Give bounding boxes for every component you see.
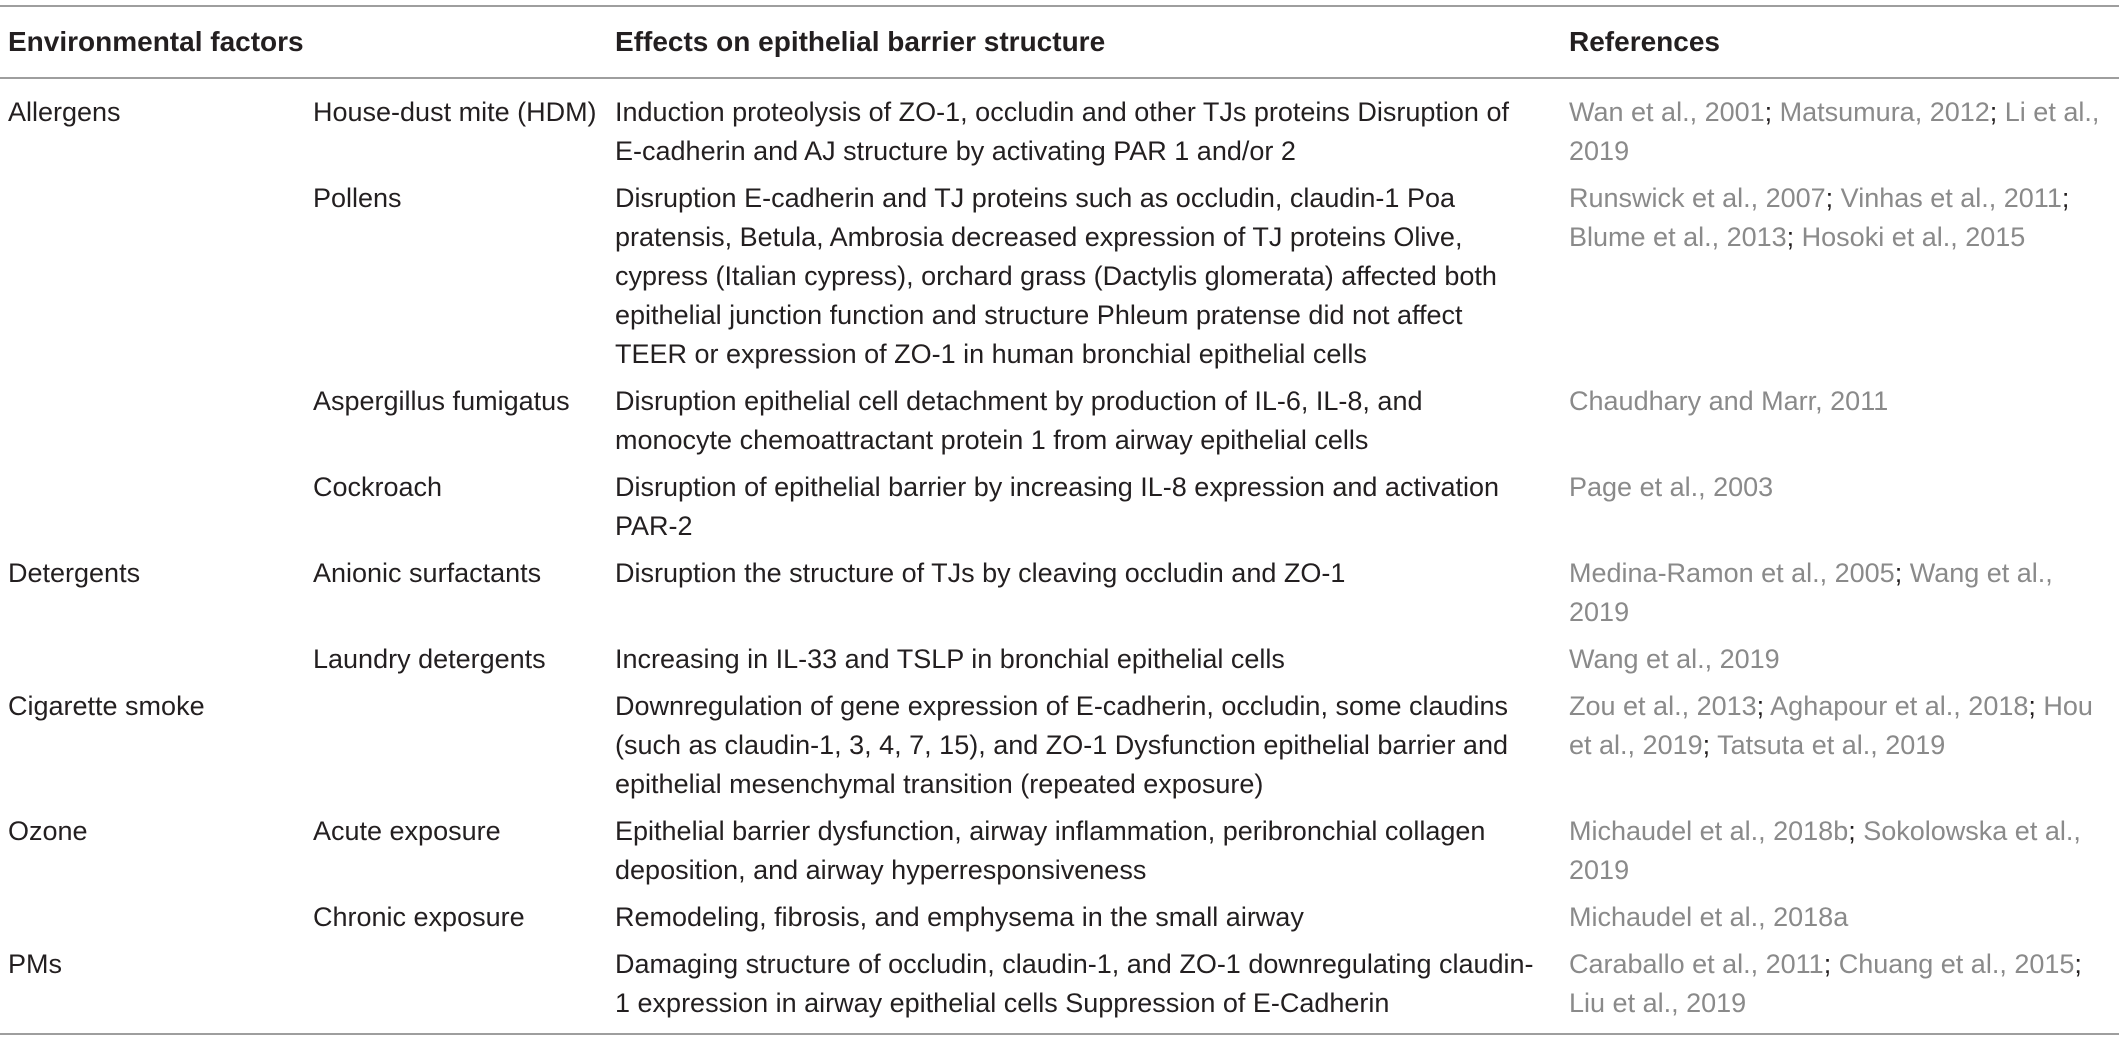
sub-factor-cell: Aspergillus fumigatus [313,386,570,416]
references-cell [1569,937,2119,1034]
reference-separator: ; [1764,97,1780,127]
reference-link[interactable]: Page et al., 2003 [1569,472,1774,502]
reference-link[interactable]: Chuang et al., 2015 [1838,949,2075,979]
reference-separator: ; [2074,949,2082,979]
references-cell [1569,632,2119,679]
effect-cell: Induction proteolysis of ZO-1, occludin and other TJs proteins Disruption of E-cadherin and AJ structure by activating PAR 1 and/or 2 [615,97,1509,166]
references-cell [1569,460,2119,546]
header-references: References [1569,26,1720,57]
sub-factor-cell: House-dust mite (HDM) [313,97,597,127]
reference-separator: ; [1702,730,1718,760]
factor-cell [0,632,310,679]
factor-cell [0,460,310,546]
reference-separator: ; [2028,691,2044,721]
reference-link[interactable]: Tatsuta et al., 2019 [1717,730,1946,760]
reference-link[interactable]: Aghapour et al., 2018 [1770,691,2029,721]
effect-cell: Disruption epithelial cell detachment by production of IL-6, IL-8, and monocyte chemoattractant protein 1 from airway epithelial cells [615,386,1423,455]
references-cell [1569,78,2119,171]
factor-cell: Allergens [8,97,121,127]
factor-cell [0,374,310,460]
references-cell [1569,679,2119,804]
effect-cell: Disruption the structure of TJs by cleaving occludin and ZO-1 [615,558,1346,588]
reference-separator: ; [1786,222,1802,252]
factor-cell [0,890,310,937]
sub-factor-cell: Anionic surfactants [313,558,542,588]
reference-link[interactable]: Michaudel et al., 2018b [1569,816,1849,846]
table-row [0,374,2119,460]
table-row [0,78,2119,171]
effect-cell: Epithelial barrier dysfunction, airway inflammation, peribronchial collagen deposition, and airway hyperresponsiveness [615,816,1486,885]
references-cell [1569,804,2119,890]
reference-link[interactable]: Medina-Ramon et al., 2005 [1569,558,1895,588]
table-row [0,171,2119,374]
reference-link[interactable]: Liu et al., 2019 [1569,988,1747,1018]
reference-link[interactable]: Wang et al., 2019 [1569,558,2053,627]
reference-link[interactable]: Caraballo et al., 2011 [1569,949,1824,979]
sub-factor-cell: Laundry detergents [313,644,546,674]
effect-cell: Increasing in IL-33 and TSLP in bronchial epithelial cells [615,644,1285,674]
effect-cell: Disruption E-cadherin and TJ proteins such as occludin, claudin-1 Poa pratensis, Betula, Ambrosia decreased expression of TJ proteins Olive, cypress (Italian cypress), orchard grass (Dactylis glomerata) affected both epithelial junction function and structure Phleum pratense did not affect TEER or expression of ZO-1 in human bronchial epithelial cells [615,183,1497,369]
effect-cell: Damaging structure of occludin, claudin-1, and ZO-1 downregulating claudin-1 expression in airway epithelial cells Suppression of E-Cadherin [615,949,1534,1018]
reference-link[interactable]: Matsumura, 2012 [1779,97,1990,127]
table-row [0,890,2119,937]
reference-separator: ; [1825,183,1841,213]
table-row [0,632,2119,679]
effect-cell: Downregulation of gene expression of E-cadherin, occludin, some claudins (such as claudin-1, 3, 4, 7, 15), and ZO-1 Dysfunction epithelial barrier and epithelial mesenchymal transition (repeated exposure) [615,691,1509,799]
table-row [0,804,2119,890]
sub-factor-cell: Cockroach [313,472,443,502]
references-cell [1569,890,2119,937]
reference-separator: ; [1823,949,1839,979]
reference-separator: ; [1989,97,2005,127]
header-row [0,6,2119,78]
reference-link[interactable]: Wang et al., 2019 [1569,644,1780,674]
table-row [0,460,2119,546]
factor-cell: PMs [8,949,62,979]
reference-link[interactable]: Blume et al., 2013 [1569,222,1787,252]
reference-separator: ; [2061,183,2070,213]
sub-factor-cell [310,937,615,1034]
sub-factor-cell [310,679,615,804]
table-row [0,546,2119,632]
sub-factor-cell: Pollens [313,183,402,213]
reference-link[interactable]: Wan et al., 2001 [1569,97,1765,127]
reference-link[interactable]: Chaudhary and Marr, 2011 [1569,386,1889,416]
table-row [0,937,2119,1034]
factor-cell [0,171,310,374]
references-cell [1569,546,2119,632]
sub-factor-cell: Chronic exposure [313,902,525,932]
header-effects: Effects on epithelial barrier structure [615,26,1106,57]
table-row [0,679,2119,804]
reference-link[interactable]: Sokolowska et al., 2019 [1569,816,2081,885]
environmental-factors-table [0,5,2119,1035]
reference-link[interactable]: Hou et al., 2019 [1569,691,2093,760]
sub-factor-cell: Acute exposure [313,816,501,846]
reference-link[interactable]: Michaudel et al., 2018a [1569,902,1849,932]
reference-separator: ; [1894,558,1910,588]
table-body [0,78,2119,1034]
references-cell [1569,171,2119,374]
header-environmental-factors: Environmental factors [8,26,304,57]
reference-link[interactable]: Hosoki et al., 2015 [1801,222,2026,252]
reference-link[interactable]: Vinhas et al., 2011 [1840,183,2062,213]
reference-link[interactable]: Runswick et al., 2007 [1569,183,1826,213]
effect-cell: Remodeling, fibrosis, and emphysema in the small airway [615,902,1304,932]
reference-link[interactable]: Zou et al., 2013 [1569,691,1757,721]
factor-cell: Cigarette smoke [8,691,205,721]
reference-link[interactable]: Li et al., 2019 [1569,97,2100,166]
table-header [0,6,2119,78]
references-cell [1569,374,2119,460]
effect-cell: Disruption of epithelial barrier by increasing IL-8 expression and activation PAR-2 [615,472,1499,541]
reference-separator: ; [1756,691,1771,721]
factor-cell: Detergents [8,558,141,588]
factor-cell: Ozone [8,816,88,846]
reference-separator: ; [1848,816,1864,846]
